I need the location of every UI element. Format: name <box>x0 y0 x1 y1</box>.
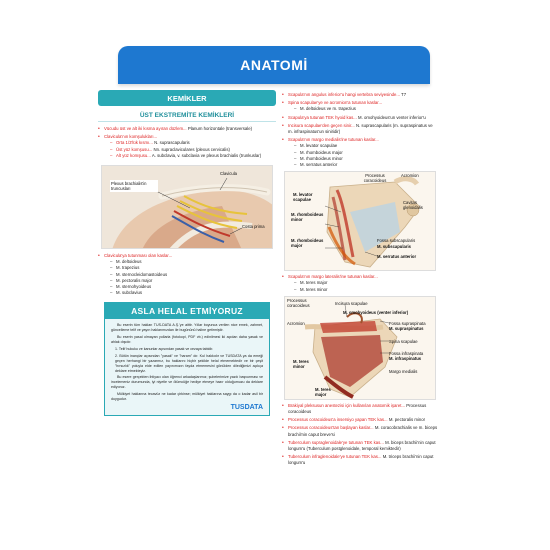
list-item <box>282 92 438 98</box>
warning-list-item: 2. Bütün inançlar açısından "yasak" ve "haram" dır. Kul hakkıdır ve TUSDATA ya da emeği geçen herhangi bir yazarmız, bu haklarını hiçbir şekilde helal etmemektedir ve bir çeşit "hırsızlık" yoluyla elde edilen yayınımızın fayda etmemesini gönülden dilediğimizi açıkça deklare etmekteyiz. <box>115 353 263 373</box>
warning-paragraph: Mülkiyet haklarına tecavüz ne kadar çirkinse; mülkiyet haklarına saygı da o kadar asil bir duygudur. <box>111 392 263 402</box>
list-item <box>98 134 276 159</box>
warning-paragraph: Bu eserin yasal olmayan yollarla (fotokopi, PDF vb.) edinilmesi iki açıdan daha yasak ve ahlak dışıdır. <box>111 335 263 345</box>
label-acromion: Acromion <box>401 173 419 179</box>
label-cavitas: Cavitas glenoidalis <box>403 200 423 211</box>
label-fossa-infraspinata: Fossa infraspinata <box>389 350 424 356</box>
section-title-box <box>98 90 276 106</box>
bullet-question: Vücudu üst ve alt iki kısma ayıran düzlem... <box>104 126 187 131</box>
bullet-answer: Processus coracoideus <box>288 402 427 415</box>
sub-list-item: – M. deltoideus ve m. trapezius <box>294 106 438 112</box>
bullet-question: Tuberculum infraglenoidale'ye tutunan TEK kas... <box>288 454 382 460</box>
bullet-question: Scapula'ya tutunan TEK hyoid kas... <box>288 114 357 120</box>
sub-list-item: – M. teres major <box>294 280 438 286</box>
warning-list <box>115 347 263 374</box>
list-item <box>282 274 438 293</box>
label-costa: Costa prima <box>242 224 265 230</box>
copyright-warning-box <box>104 302 270 416</box>
warning-paragraph: Bu esere gerçekten ihtiyacı olan öğrenci arkadaşlarımız; şubelerimize yazılı başvurması ve incelemeniz durumunda, iyi niyetle ve ölümcüğe hediye etmeye hazır olduğumuzu da deklare ediyoruz. <box>111 375 263 390</box>
sub-question: Alt yüz komşusu... <box>116 152 151 158</box>
label-processus: Processus coracoideus <box>363 173 387 184</box>
label-rhomboideus-minor: M. rhomboideus minor <box>291 212 324 223</box>
bullet-question: Spina scapulae'ye ve acromion'a tutunan kaslar... <box>288 100 383 106</box>
brand-logo: TUSDATA <box>230 404 263 412</box>
list-item <box>282 115 438 121</box>
label-teres-major: M. teres major <box>315 386 331 397</box>
muscle-item: – M. deltoideus <box>110 259 276 265</box>
bullet-answer: T7 <box>400 92 407 97</box>
bullet-question: Clavicula'nın komşulukları... <box>104 134 158 140</box>
sub-answer: A. subclavia, v. subclavia ve plexus brachialis (trunkuslar) <box>150 152 262 158</box>
label-infraspinatus: M. infraspinatus <box>389 355 422 361</box>
bullet-question: Brakiyal pleksusun anestezisi için kullanılan anatomik işaret... <box>288 402 406 408</box>
label-margo-medialis: Margo medialis <box>389 368 418 374</box>
warning-paragraph: Bu eserin tüm hakları TUS-DATA A.Ş.'ye aittir. Yıllar boyunca verilen nice emek, zahmet, güncelleme telif ve yayın haklarımızdan ile bugününü haline getirmiştir. <box>111 323 263 333</box>
list-item <box>98 126 276 132</box>
bullet-answer: M. omohyoideus'un venter inferior'u <box>356 114 426 120</box>
muscle-item: – M. sternocleidomastoideus <box>110 272 276 278</box>
bullet-question: Tuberculum supraglenoidale'ye tutunan TEK kas... <box>288 439 384 445</box>
list-item <box>282 417 438 423</box>
muscle-sublist <box>110 259 276 296</box>
scapula-posterior-figure <box>284 296 436 400</box>
bullet-answer: M. triceps brachii'nin caput longum'u <box>288 454 434 466</box>
label-serratus: M. serratus anterior <box>377 254 417 260</box>
section-title: KEMİKLER <box>167 93 207 103</box>
right-bullet-list-top <box>282 92 438 168</box>
sub-list-item: – M. levator scapulae <box>294 143 438 149</box>
bullet-question: Scapula'nın margo medialis'ine tutunan kaslar... <box>288 137 379 143</box>
sub-question: Üst yüz komşusu... <box>116 146 153 152</box>
bullet-answer: M. pectoralis minor <box>387 417 426 423</box>
clavicula-muscles-list <box>98 253 276 296</box>
label-fossa-supraspinata: Fossa supraspinata <box>389 320 426 326</box>
label-fossa-subscapularis: Fossa subscapularis <box>377 238 416 244</box>
subheading: ÜST EKSTREMİTE KEMİKLERİ <box>98 112 276 122</box>
bullet-question: Clavicula'ya tutunması olan kaslar... <box>104 253 173 259</box>
right-bullet-list-bottom <box>282 403 438 467</box>
bullet-answer: N. suprascapularis (m. supraspinatus ve m. infraspinatus'un siniridir) <box>288 122 433 135</box>
list-item <box>282 454 438 466</box>
warning-list-item: 1. Telif hukuku ve kanunlar açısından yasak ve cezaya tabidir. <box>115 347 214 352</box>
muscle-item: – M. pectoralis major <box>110 278 276 284</box>
label-omohyoideus: M. omohyoideus (venter inferior) <box>343 309 409 315</box>
scapula-anterior-figure <box>284 171 436 271</box>
label-plexus: Plexus brachialis'in truncusları <box>110 180 158 192</box>
sub-list-item: – M. rhomboideus minor <box>294 156 438 162</box>
bullet-answer: Planum horizontale (transversale) <box>186 126 253 131</box>
label-acromion: Acromion <box>287 320 305 326</box>
muscle-item: – M. trapezius <box>110 265 276 271</box>
list-item <box>282 403 438 415</box>
bullet-answer: M. coracobrachialis ve m. biceps brachii'nin caput breve'si <box>288 425 438 437</box>
left-bullet-list <box>98 126 276 159</box>
bullet-answer: M. biceps brachii'nin caput longum'u (Tuberculum postglenoidale, temporal kemiktedir) <box>288 439 436 452</box>
sub-list-item: – M. rhomboideus major <box>294 150 438 156</box>
clavicula-sublist <box>110 140 276 159</box>
muscle-item: – M. subclavius <box>110 290 276 296</box>
list-item <box>282 425 438 437</box>
bullet-question: Scapula'nın angulus inferior'u hangi vertebra seviyesinde... <box>288 92 400 97</box>
bullet-question: Incisura scapulae'den geçen sinir... <box>288 122 355 128</box>
warning-body <box>105 319 269 402</box>
warning-title: ASLA HELAL ETMİYORUZ <box>105 303 269 319</box>
clavicula-illustration <box>102 166 273 249</box>
label-spina: Spina scapulae <box>389 338 418 344</box>
label-processus: Processus coracoideus <box>287 297 310 308</box>
muscle-item: – M. sternohyoideus <box>110 284 276 290</box>
label-incisura: Incisura scapulae <box>335 300 368 306</box>
clavicula-figure <box>101 165 273 249</box>
sub-question: Orta 1/3'lük kısmı... <box>116 140 153 146</box>
page-header <box>118 46 430 84</box>
sub-list-item <box>110 153 276 159</box>
right-bullet-list-lateral <box>282 274 438 293</box>
bullet-question: Scapula'nın margo lateralis'ine tutunan kaslar... <box>288 274 378 280</box>
list-item <box>282 123 438 135</box>
label-clavicula: Clavicula <box>220 171 237 177</box>
right-column <box>282 92 438 469</box>
label-teres-minor: M. teres minor <box>293 358 309 369</box>
list-item <box>98 253 276 296</box>
list-item <box>282 100 438 112</box>
medial-sublist <box>294 143 438 168</box>
list-item <box>282 137 438 168</box>
label-subscapularis: M. subscapularis <box>377 244 411 250</box>
bullet-question: Processus coracoideus'tan başlayan kaslar... <box>288 425 374 431</box>
bullet-question: Processus coracoideus'a insersiyo yapan TEK kas... <box>288 417 388 423</box>
sub-list-item: – M. teres minor <box>294 287 438 293</box>
left-column <box>98 90 276 416</box>
spina-sublist <box>294 106 438 112</box>
label-rhomboideus-major: M. rhomboideus major <box>291 238 324 249</box>
lateral-sublist <box>294 280 438 292</box>
label-levator: M. levator scapulae <box>293 192 313 203</box>
sub-list-item: – M. serratus anterior <box>294 162 438 168</box>
page-title: ANATOMİ <box>240 57 308 73</box>
sub-answer: Nn. supraclaviculares (plexus cervicalis) <box>152 146 230 152</box>
list-item <box>282 440 438 452</box>
label-supraspinatus: M. supraspinatus <box>389 325 424 331</box>
sub-answer: N. suprascapularis <box>152 140 190 146</box>
